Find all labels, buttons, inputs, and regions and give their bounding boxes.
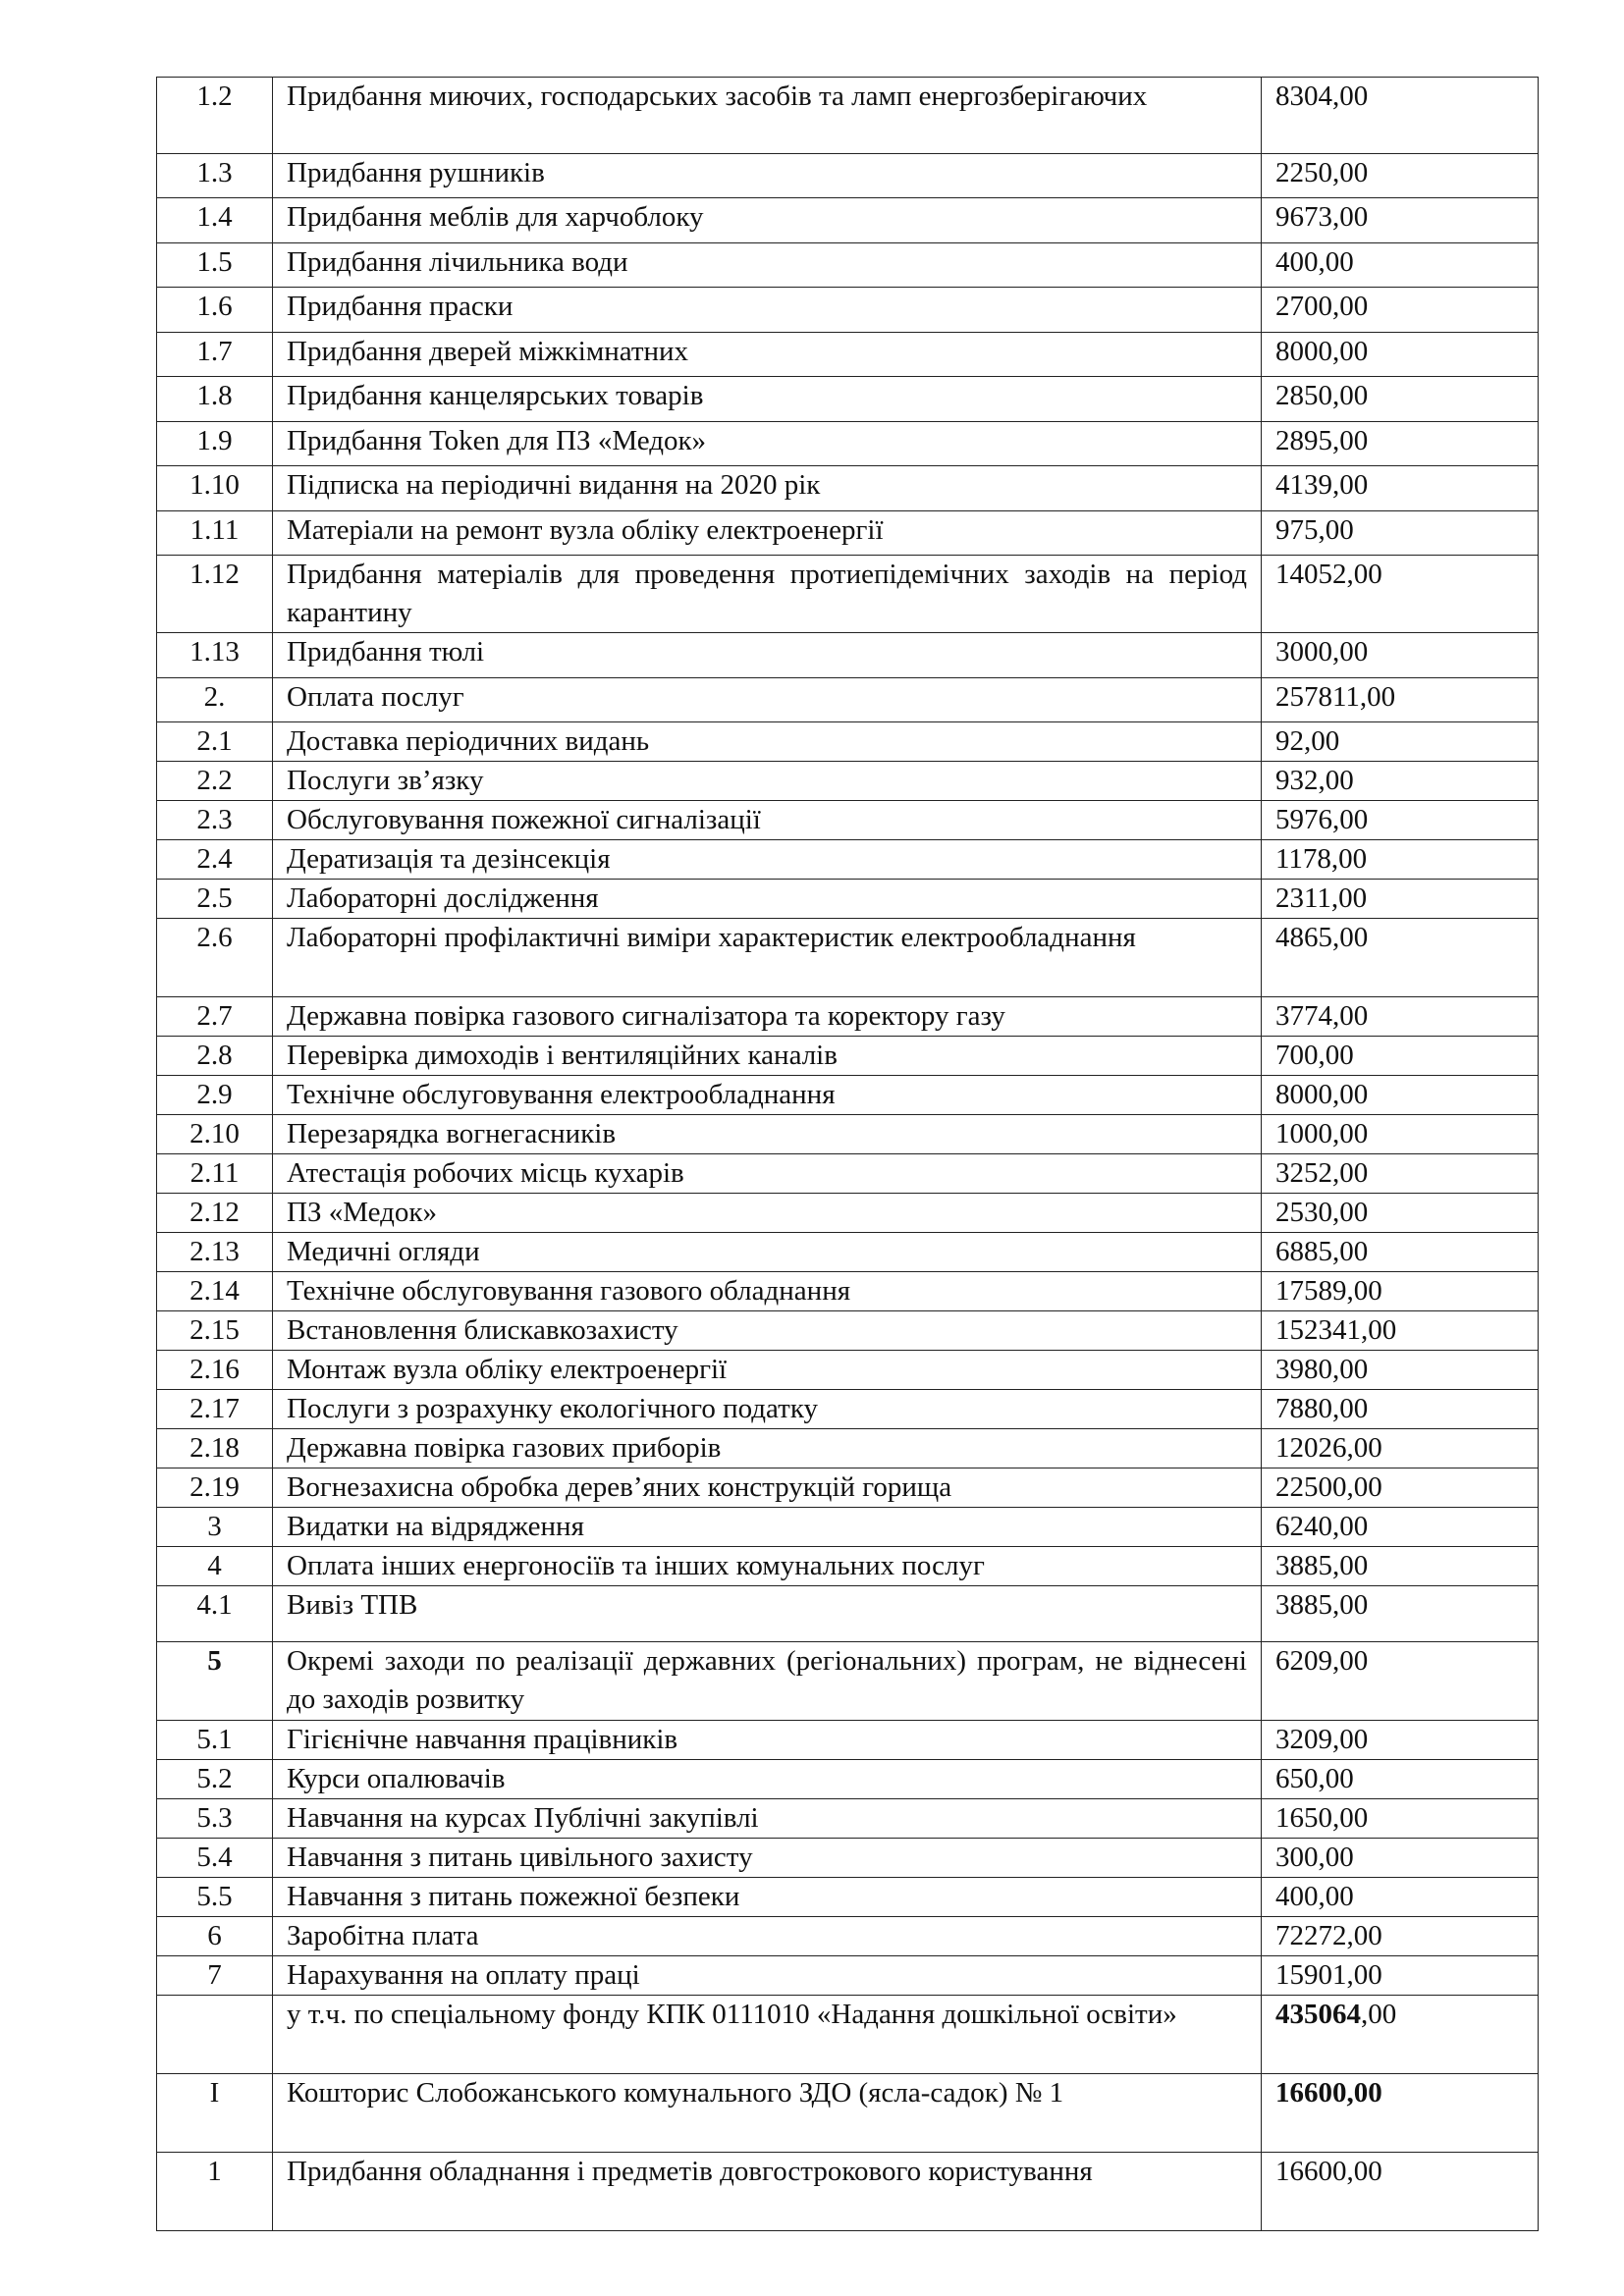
row-amount: 1000,00: [1262, 1115, 1539, 1154]
row-item-name: Лабораторні профілактичні виміри характеристик електрообладнання: [273, 919, 1262, 997]
row-amount: 3980,00: [1262, 1351, 1539, 1390]
table-row: [157, 511, 1539, 556]
row-amount: 2530,00: [1262, 1194, 1539, 1233]
row-amount: 92,00: [1262, 722, 1539, 762]
row-item-name: Технічне обслуговування газового обладнання: [273, 1272, 1262, 1311]
table-row: [157, 1233, 1539, 1272]
row-item-name: Державна повірка газового сигналізатора та коректору газу: [273, 997, 1262, 1037]
table-row: [157, 722, 1539, 762]
row-amount: 3774,00: [1262, 997, 1539, 1037]
table-row: [157, 154, 1539, 198]
row-amount: 3209,00: [1262, 1721, 1539, 1760]
row-item-name: Монтаж вузла обліку електроенергії: [273, 1351, 1262, 1390]
table-row: [157, 1272, 1539, 1311]
row-amount: 6885,00: [1262, 1233, 1539, 1272]
row-number: 5: [157, 1642, 273, 1721]
row-item-name: Кошторис Слобожанського комунального ЗДО (ясла-садок) № 1: [273, 2074, 1262, 2153]
row-number: 1.8: [157, 377, 273, 422]
row-number: 1.9: [157, 422, 273, 466]
row-number: 1.11: [157, 511, 273, 556]
row-amount: 3885,00: [1262, 1586, 1539, 1642]
row-item-name: Заробітна плата: [273, 1917, 1262, 1956]
row-item-name: Курси опалювачів: [273, 1760, 1262, 1799]
row-number: 2.16: [157, 1351, 273, 1390]
row-number: 7: [157, 1956, 273, 1996]
row-number: 1.12: [157, 556, 273, 633]
row-item-name: Послуги зв’язку: [273, 762, 1262, 801]
row-amount: 7880,00: [1262, 1390, 1539, 1429]
table-row: [157, 1468, 1539, 1508]
row-item-name: Вогнезахисна обробка дерев’яних конструкцій горища: [273, 1468, 1262, 1508]
row-number: 2.17: [157, 1390, 273, 1429]
table-row: [157, 1351, 1539, 1390]
row-amount: 8000,00: [1262, 1076, 1539, 1115]
row-number: 5.5: [157, 1878, 273, 1917]
row-number: 2.19: [157, 1468, 273, 1508]
row-amount: 2250,00: [1262, 154, 1539, 198]
row-number: 4.1: [157, 1586, 273, 1642]
row-item-name: Вивіз ТПВ: [273, 1586, 1262, 1642]
table-row: [157, 1917, 1539, 1956]
table-row: [157, 1154, 1539, 1194]
row-number: 1.7: [157, 333, 273, 377]
row-amount: 400,00: [1262, 243, 1539, 288]
row-amount: 3000,00: [1262, 633, 1539, 678]
row-item-name: Придбання лічильника води: [273, 243, 1262, 288]
row-item-name: Придбання праски: [273, 288, 1262, 333]
row-number: 2.7: [157, 997, 273, 1037]
row-number: 1.10: [157, 466, 273, 511]
row-amount: 2850,00: [1262, 377, 1539, 422]
row-amount: 22500,00: [1262, 1468, 1539, 1508]
row-item-name: Навчання з питань цивільного захисту: [273, 1839, 1262, 1878]
row-number: 2.1: [157, 722, 273, 762]
row-number: 2.12: [157, 1194, 273, 1233]
table-row: [157, 1194, 1539, 1233]
row-item-name: Придбання Token для ПЗ «Медок»: [273, 422, 1262, 466]
row-item-name: Окремі заходи по реалізації державних (регіональних) програм, не віднесені до заходів розвитку: [273, 1642, 1262, 1721]
table-row: [157, 1311, 1539, 1351]
table-row: [157, 1390, 1539, 1429]
table-row: [157, 801, 1539, 840]
row-item-name: Придбання тюлі: [273, 633, 1262, 678]
row-amount: [1262, 1996, 1539, 2074]
row-amount: 1178,00: [1262, 840, 1539, 880]
row-amount: 4865,00: [1262, 919, 1539, 997]
table-row: [157, 1839, 1539, 1878]
row-item-name: Медичні огляди: [273, 1233, 1262, 1272]
table-row: [157, 422, 1539, 466]
table-row: [157, 1642, 1539, 1721]
table-row: [157, 2153, 1539, 2231]
row-item-name: Встановлення блискавкозахисту: [273, 1311, 1262, 1351]
row-amount: 3252,00: [1262, 1154, 1539, 1194]
row-item-name: Підписка на періодичні видання на 2020 рік: [273, 466, 1262, 511]
row-number: 1.5: [157, 243, 273, 288]
table-row: [157, 1115, 1539, 1154]
row-item-name: Послуги з розрахунку екологічного податку: [273, 1390, 1262, 1429]
row-number: 5.3: [157, 1799, 273, 1839]
row-item-name: Технічне обслуговування електрообладнання: [273, 1076, 1262, 1115]
row-item-name: Оплата послуг: [273, 678, 1262, 722]
row-amount: 15901,00: [1262, 1956, 1539, 1996]
table-row: [157, 1799, 1539, 1839]
amount-bold-part: 435064: [1275, 1999, 1361, 2030]
row-number: 2.9: [157, 1076, 273, 1115]
row-amount: 6209,00: [1262, 1642, 1539, 1721]
table-row: [157, 78, 1539, 154]
table-row: [157, 556, 1539, 633]
row-number: 2.13: [157, 1233, 273, 1272]
row-amount: 16600,00: [1262, 2074, 1539, 2153]
row-amount: 6240,00: [1262, 1508, 1539, 1547]
row-number: 2.15: [157, 1311, 273, 1351]
table-row: [157, 1037, 1539, 1076]
row-amount: 16600,00: [1262, 2153, 1539, 2231]
amount-rest-part: ,00: [1361, 1999, 1397, 2030]
row-item-name: Придбання рушників: [273, 154, 1262, 198]
row-item-name: Перезарядка вогнегасників: [273, 1115, 1262, 1154]
row-item-name: Лабораторні дослідження: [273, 880, 1262, 919]
table-row: [157, 198, 1539, 243]
table-row: [157, 1429, 1539, 1468]
table-row: [157, 1721, 1539, 1760]
row-number: 5.1: [157, 1721, 273, 1760]
row-amount: 2895,00: [1262, 422, 1539, 466]
row-amount: 650,00: [1262, 1760, 1539, 1799]
row-amount: 12026,00: [1262, 1429, 1539, 1468]
row-item-name: Обслуговування пожежної сигналізації: [273, 801, 1262, 840]
row-amount: 72272,00: [1262, 1917, 1539, 1956]
table-row: [157, 762, 1539, 801]
row-number: 1.6: [157, 288, 273, 333]
row-number: 2.14: [157, 1272, 273, 1311]
table-row: [157, 1547, 1539, 1586]
row-number: 5.2: [157, 1760, 273, 1799]
row-number: 2.: [157, 678, 273, 722]
row-item-name: Навчання з питань пожежної безпеки: [273, 1878, 1262, 1917]
row-item-name: Придбання миючих, господарських засобів та ламп енергозберігаючих: [273, 78, 1262, 154]
row-item-name: Придбання матеріалів для проведення протиепідемічних заходів на період карантину: [273, 556, 1262, 633]
row-item-name: Державна повірка газових приборів: [273, 1429, 1262, 1468]
row-number: 2.18: [157, 1429, 273, 1468]
row-amount: 300,00: [1262, 1839, 1539, 1878]
row-number: 4: [157, 1547, 273, 1586]
row-item-name: Придбання меблів для харчоблоку: [273, 198, 1262, 243]
row-number: 2.6: [157, 919, 273, 997]
budget-table-body: [157, 78, 1539, 2231]
table-row: [157, 1508, 1539, 1547]
row-item-name: Матеріали на ремонт вузла обліку електроенергії: [273, 511, 1262, 556]
row-amount: 400,00: [1262, 1878, 1539, 1917]
row-number: 2.8: [157, 1037, 273, 1076]
row-number: [157, 1996, 273, 2074]
row-amount: 1650,00: [1262, 1799, 1539, 1839]
row-item-name: Перевірка димоходів і вентиляційних каналів: [273, 1037, 1262, 1076]
row-item-name: Видатки на відрядження: [273, 1508, 1262, 1547]
row-amount: 8304,00: [1262, 78, 1539, 154]
row-number: 6: [157, 1917, 273, 1956]
row-amount: 5976,00: [1262, 801, 1539, 840]
budget-table: [156, 77, 1539, 2231]
row-amount: 152341,00: [1262, 1311, 1539, 1351]
table-row: [157, 288, 1539, 333]
row-number: 1.4: [157, 198, 273, 243]
table-row: [157, 1586, 1539, 1642]
row-item-name: Придбання обладнання і предметів довгострокового користування: [273, 2153, 1262, 2231]
table-row: [157, 1956, 1539, 1996]
table-row: [157, 880, 1539, 919]
row-amount: 8000,00: [1262, 333, 1539, 377]
row-number: 2.2: [157, 762, 273, 801]
row-item-name: Оплата інших енергоносіїв та інших комунальних послуг: [273, 1547, 1262, 1586]
row-number: 2.3: [157, 801, 273, 840]
row-amount: 3885,00: [1262, 1547, 1539, 1586]
table-row: [157, 1996, 1539, 2074]
row-item-name: Придбання канцелярських товарів: [273, 377, 1262, 422]
row-amount: 975,00: [1262, 511, 1539, 556]
table-row: [157, 377, 1539, 422]
row-amount: 700,00: [1262, 1037, 1539, 1076]
row-number: 5.4: [157, 1839, 273, 1878]
table-row: [157, 840, 1539, 880]
row-item-name: Дератизація та дезінсекція: [273, 840, 1262, 880]
row-number: 1.3: [157, 154, 273, 198]
row-amount: 9673,00: [1262, 198, 1539, 243]
table-row: [157, 2074, 1539, 2153]
row-item-name: Нарахування на оплату праці: [273, 1956, 1262, 1996]
row-item-name: у т.ч. по спеціальному фонду КПК 0111010 «Надання дошкільної освіти»: [273, 1996, 1262, 2074]
table-row: [157, 633, 1539, 678]
row-number: 2.4: [157, 840, 273, 880]
row-amount: 14052,00: [1262, 556, 1539, 633]
row-item-name: Навчання на курсах Публічні закупівлі: [273, 1799, 1262, 1839]
table-row: [157, 333, 1539, 377]
row-amount: 4139,00: [1262, 466, 1539, 511]
row-amount: 257811,00: [1262, 678, 1539, 722]
row-number: 1.2: [157, 78, 273, 154]
row-amount: 2311,00: [1262, 880, 1539, 919]
row-item-name: Доставка періодичних видань: [273, 722, 1262, 762]
row-item-name: ПЗ «Медок»: [273, 1194, 1262, 1233]
row-item-name: Придбання дверей міжкімнатних: [273, 333, 1262, 377]
table-row: [157, 919, 1539, 997]
table-row: [157, 466, 1539, 511]
table-row: [157, 1760, 1539, 1799]
table-row: [157, 1878, 1539, 1917]
row-number: 2.10: [157, 1115, 273, 1154]
row-item-name: Гігієнічне навчання працівників: [273, 1721, 1262, 1760]
row-amount: 932,00: [1262, 762, 1539, 801]
table-row: [157, 243, 1539, 288]
row-number: 2.11: [157, 1154, 273, 1194]
row-amount: 2700,00: [1262, 288, 1539, 333]
row-number: I: [157, 2074, 273, 2153]
row-item-name: Атестація робочих місць кухарів: [273, 1154, 1262, 1194]
row-number: 2.5: [157, 880, 273, 919]
row-number: 3: [157, 1508, 273, 1547]
row-number: 1.13: [157, 633, 273, 678]
row-amount: 17589,00: [1262, 1272, 1539, 1311]
table-row: [157, 1076, 1539, 1115]
table-row: [157, 678, 1539, 722]
table-row: [157, 997, 1539, 1037]
row-number: 1: [157, 2153, 273, 2231]
